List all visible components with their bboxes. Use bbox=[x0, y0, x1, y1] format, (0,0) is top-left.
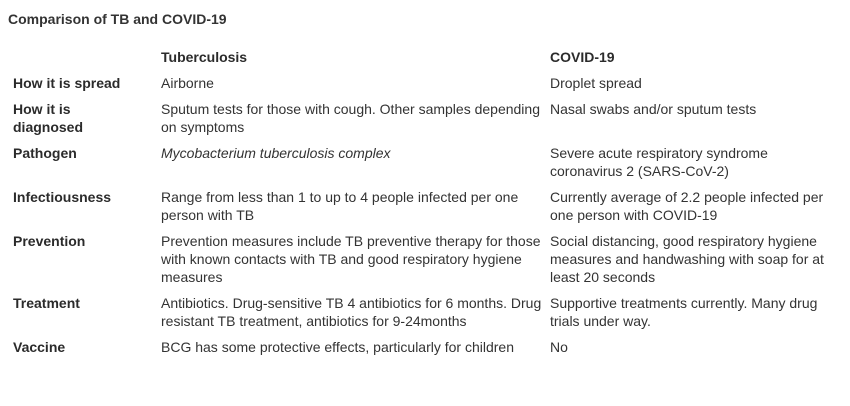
row-label: How it is diagnosed bbox=[13, 101, 84, 135]
table-row-infectiousness bbox=[8, 188, 828, 232]
covid-cell: Social distancing, good respiratory hygiene measures and handwashing with soap for at least 20 seconds bbox=[550, 233, 824, 285]
table-title: Comparison of TB and COVID-19 bbox=[8, 11, 227, 27]
row-label: How it is spread bbox=[13, 75, 121, 91]
row-label: Vaccine bbox=[13, 339, 66, 355]
covid-cell: Severe acute respiratory syndrome coronavirus 2 (SARS-CoV-2) bbox=[550, 145, 768, 179]
header-row bbox=[8, 48, 828, 74]
table-row-diagnosed bbox=[8, 100, 828, 144]
covid-cell: Nasal swabs and/or sputum tests bbox=[550, 101, 757, 117]
tb-cell: Airborne bbox=[161, 75, 214, 91]
table-row-prevention bbox=[8, 232, 828, 294]
tb-cell: Antibiotics. Drug-sensitive TB 4 antibiotics for 6 months. Drug resistant TB treatment, antibiotics for 9-24months bbox=[161, 295, 542, 329]
tb-cell: Prevention measures include TB preventive therapy for those with known contacts with TB and good respiratory hygiene measures bbox=[161, 233, 541, 285]
table-row-pathogen bbox=[8, 144, 828, 188]
row-label: Prevention bbox=[13, 233, 86, 249]
covid-cell: Currently average of 2.2 people infected per one person with COVID-19 bbox=[550, 189, 824, 223]
tb-cell: BCG has some protective effects, particularly for children bbox=[161, 339, 515, 355]
header-empty bbox=[8, 48, 161, 74]
tb-cell: Sputum tests for those with cough. Other samples depending on symptoms bbox=[161, 101, 540, 135]
row-label: Pathogen bbox=[13, 145, 77, 161]
header-covid19: COVID-19 bbox=[550, 49, 615, 65]
table-row-treatment bbox=[8, 294, 828, 338]
comparison-table bbox=[8, 48, 828, 364]
tb-cell: Range from less than 1 to up to 4 people infected per one person with TB bbox=[161, 189, 519, 223]
header-tuberculosis: Tuberculosis bbox=[161, 49, 248, 65]
covid-cell: Supportive treatments currently. Many drug trials under way. bbox=[550, 295, 818, 329]
covid-cell: Droplet spread bbox=[550, 75, 642, 91]
tb-cell: Mycobacterium tuberculosis complex bbox=[161, 145, 391, 161]
covid-cell: No bbox=[550, 339, 568, 355]
row-label: Treatment bbox=[13, 295, 80, 311]
table-row-vaccine bbox=[8, 338, 828, 364]
row-label: Infectiousness bbox=[13, 189, 112, 205]
table-row-spread bbox=[8, 74, 828, 100]
